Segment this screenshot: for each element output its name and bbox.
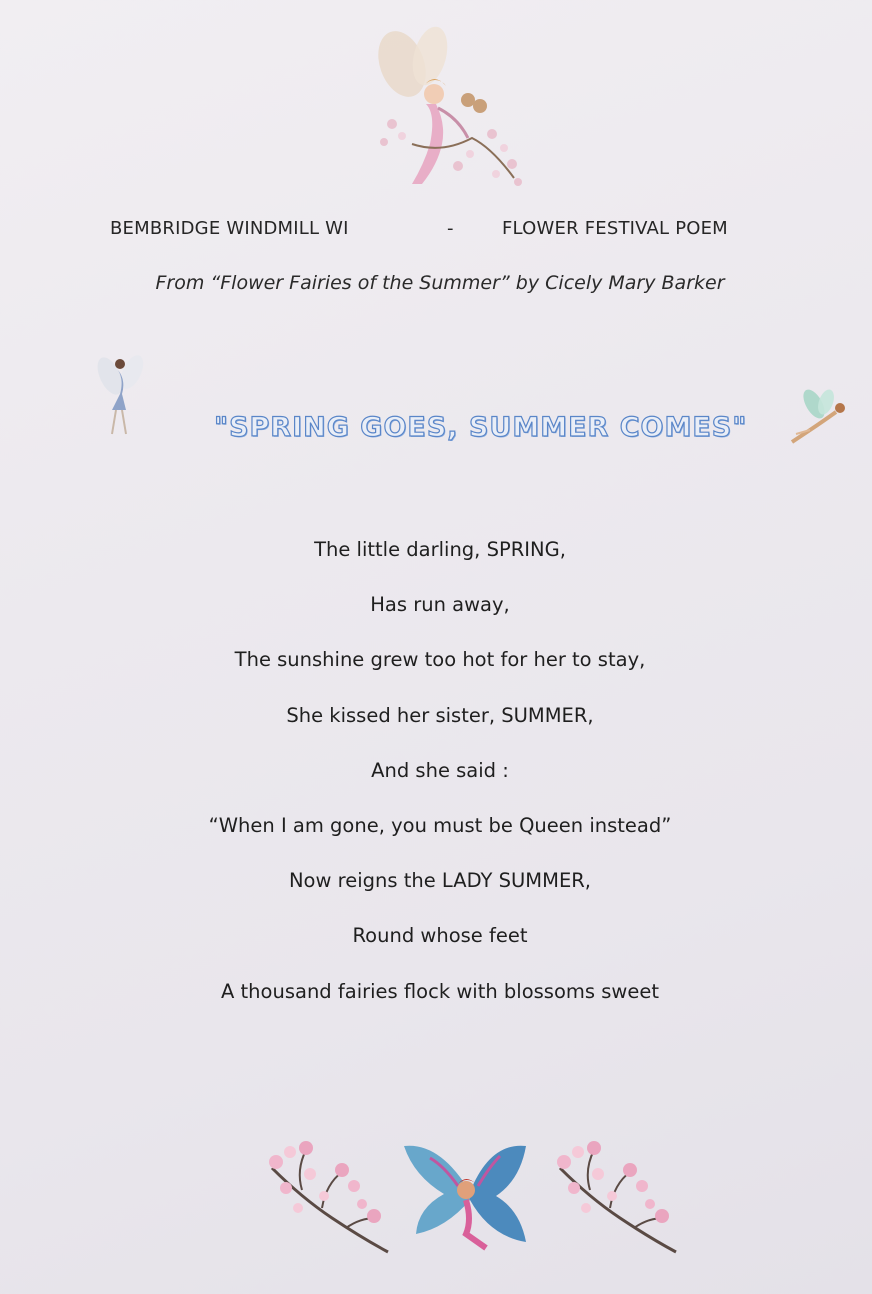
poem-line: The sunshine grew too hot for her to stay, bbox=[234, 648, 646, 672]
poem-line: She kissed her sister, SUMMER, bbox=[286, 703, 594, 727]
fairy-with-blossoms-icon bbox=[372, 24, 532, 194]
poem-line: Has run away, bbox=[370, 593, 510, 617]
flying-fairy-icon bbox=[788, 388, 850, 450]
poem-title: "SPRING GOES, SUMMER COMES" bbox=[214, 412, 748, 443]
poem-line: Round whose feet bbox=[352, 924, 528, 948]
header-organization: BEMBRIDGE WINDMILL WI bbox=[110, 218, 349, 239]
header-separator: - bbox=[447, 218, 454, 239]
poem-line: “When I am gone, you must be Queen instead” bbox=[208, 813, 672, 837]
header-document-type: FLOWER FESTIVAL POEM bbox=[502, 218, 728, 239]
cherry-blossom-branch-icon bbox=[262, 1138, 394, 1258]
small-fairy-icon bbox=[92, 352, 150, 444]
poem-line: A thousand fairies flock with blossoms sweet bbox=[221, 979, 659, 1003]
poem-line: The little darling, SPRING, bbox=[314, 538, 566, 561]
cherry-blossom-branch-icon bbox=[550, 1138, 682, 1258]
poem-line: And she said : bbox=[371, 758, 509, 782]
poem-body bbox=[0, 536, 872, 1033]
source-attribution: From “Flower Fairies of the Summer” by Cicely Mary Barker bbox=[155, 272, 725, 294]
poem-line: Now reigns the LADY SUMMER, bbox=[288, 869, 592, 893]
butterfly-fairy-icon bbox=[400, 1142, 540, 1252]
